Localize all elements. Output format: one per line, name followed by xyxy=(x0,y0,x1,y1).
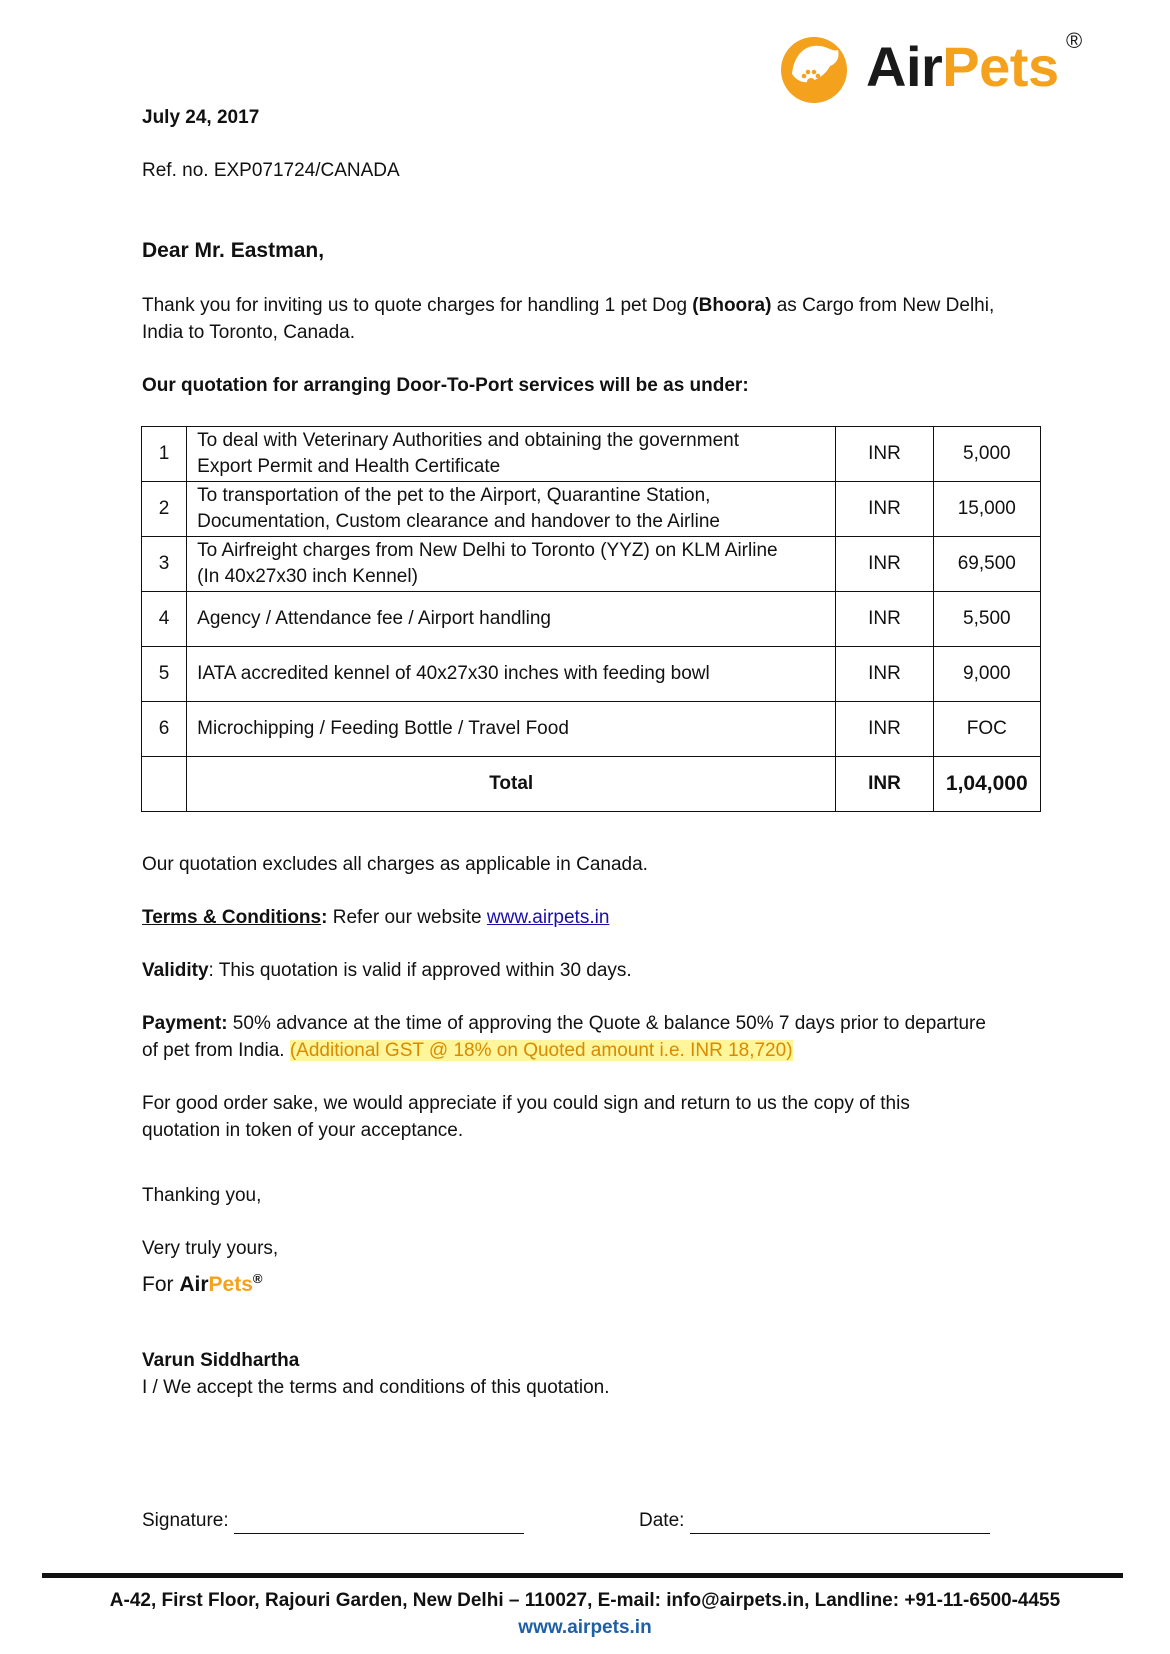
letter-date: July 24, 2017 xyxy=(142,107,260,128)
row-amount: 69,500 xyxy=(933,537,1040,592)
payment-label: Payment: xyxy=(142,1013,228,1034)
total-currency: INR xyxy=(836,757,933,812)
row-description-line-2: Export Permit and Health Certificate xyxy=(197,456,501,477)
row-amount: 5,000 xyxy=(933,427,1040,482)
closing-line: Very truly yours, xyxy=(142,1238,279,1259)
quotation-heading: Our quotation for arranging Door-To-Port services will be as under: xyxy=(142,375,749,396)
for-prefix: For xyxy=(142,1273,180,1296)
row-number: 6 xyxy=(142,702,187,757)
for-registered-mark: ® xyxy=(252,1271,263,1286)
good-order-line-1: For good order sake, we would appreciate if you could sign and return to us the copy of this xyxy=(142,1093,910,1114)
logo-pets: Pets xyxy=(942,35,1059,98)
row-number: 3 xyxy=(142,537,187,592)
table-row xyxy=(142,427,1041,482)
intro-text-3: India to Toronto, Canada. xyxy=(142,322,356,343)
row-description xyxy=(187,427,836,482)
row-amount: 9,000 xyxy=(933,647,1040,702)
gst-highlight: (Additional GST @ 18% on Quoted amount i.e. INR 18,720) xyxy=(289,1040,793,1061)
row-description xyxy=(187,482,836,537)
table-row xyxy=(142,537,1041,592)
row-amount: 15,000 xyxy=(933,482,1040,537)
row-description: Microchipping / Feeding Bottle / Travel Food xyxy=(187,702,836,757)
row-description-line-1: To Airfreight charges from New Delhi to Toronto (YYZ) on KLM Airline xyxy=(197,540,778,561)
row-description-line-2: Documentation, Custom clearance and handover to the Airline xyxy=(197,511,720,532)
signature-field[interactable] xyxy=(234,1513,524,1534)
row-currency: INR xyxy=(836,702,933,757)
row-number: 4 xyxy=(142,592,187,647)
row-description xyxy=(187,537,836,592)
terms-label: Terms & Conditions xyxy=(142,907,322,928)
total-empty-cell xyxy=(142,757,187,812)
total-amount: 1,04,000 xyxy=(933,757,1040,812)
signatory-name: Varun Siddhartha xyxy=(142,1350,300,1371)
row-amount: 5,500 xyxy=(933,592,1040,647)
intro-text-1: Thank you for inviting us to quote charges for handling 1 pet Dog xyxy=(142,295,693,316)
row-currency: INR xyxy=(836,427,933,482)
validity-line xyxy=(142,957,632,984)
exclusion-note: Our quotation excludes all charges as applicable in Canada. xyxy=(142,854,648,875)
intro-text-2: as Cargo from New Delhi, xyxy=(771,295,995,316)
terms-colon: : xyxy=(321,907,328,928)
acceptance-line: I / We accept the terms and conditions of this quotation. xyxy=(142,1377,610,1398)
table-row xyxy=(142,647,1041,702)
row-description: Agency / Attendance fee / Airport handling xyxy=(187,592,836,647)
footer-website-link[interactable]: www.airpets.in xyxy=(518,1617,652,1638)
logo-registered-mark: ® xyxy=(1066,28,1083,53)
row-number: 2 xyxy=(142,482,187,537)
salutation: Dear Mr. Eastman, xyxy=(142,239,325,262)
row-description-line-2: (In 40x27x30 inch Kennel) xyxy=(197,566,418,587)
date-block xyxy=(639,1507,990,1534)
payment-paragraph xyxy=(142,1010,986,1064)
table-row xyxy=(142,592,1041,647)
total-label: Total xyxy=(187,757,836,812)
for-air: Air xyxy=(179,1273,209,1296)
quotation-table xyxy=(141,426,1041,812)
table-row xyxy=(142,482,1041,537)
table-row xyxy=(142,702,1041,757)
footer-address: A-42, First Floor, Rajouri Garden, New Delhi – 110027, E-mail: info@airpets.in, Landline: +91-11-6500-4455 xyxy=(109,1590,1061,1611)
signature-label: Signature: xyxy=(142,1510,229,1531)
intro-paragraph xyxy=(142,292,994,346)
logo-air: Air xyxy=(866,35,943,98)
logo-wordmark xyxy=(866,34,1059,99)
date-label: Date: xyxy=(639,1510,685,1531)
thanking-line: Thanking you, xyxy=(142,1185,262,1206)
row-currency: INR xyxy=(836,482,933,537)
footer-divider xyxy=(42,1573,1123,1578)
row-description-line-1: To deal with Veterinary Authorities and obtaining the government xyxy=(197,430,739,451)
row-amount: FOC xyxy=(933,702,1040,757)
good-order-paragraph xyxy=(142,1090,910,1144)
dog-paw-logo-icon xyxy=(778,30,854,106)
payment-text-2: of pet from India. xyxy=(142,1040,290,1061)
row-number: 5 xyxy=(142,647,187,702)
website-link[interactable]: www.airpets.in xyxy=(486,907,610,928)
for-pets: Pets xyxy=(208,1273,253,1296)
row-currency: INR xyxy=(836,647,933,702)
row-currency: INR xyxy=(836,592,933,647)
good-order-line-2: quotation in token of your acceptance. xyxy=(142,1120,464,1141)
validity-text: : This quotation is valid if approved within 30 days. xyxy=(208,960,632,981)
terms-line xyxy=(142,904,609,931)
date-field[interactable] xyxy=(690,1513,990,1534)
reference-number: Ref. no. EXP071724/CANADA xyxy=(142,160,400,181)
pet-name: (Bhoora) xyxy=(692,295,772,316)
row-currency: INR xyxy=(836,537,933,592)
signature-block xyxy=(142,1507,524,1534)
row-description-line-1: To transportation of the pet to the Airport, Quarantine Station, xyxy=(197,485,711,506)
terms-text: Refer our website xyxy=(327,907,487,928)
total-row xyxy=(142,757,1041,812)
row-number: 1 xyxy=(142,427,187,482)
airpets-logo xyxy=(778,28,1098,108)
for-company-line xyxy=(142,1265,262,1298)
payment-text-1: 50% advance at the time of approving the Quote & balance 50% 7 days prior to departure xyxy=(227,1013,986,1034)
validity-label: Validity xyxy=(142,960,209,981)
row-description: IATA accredited kennel of 40x27x30 inches with feeding bowl xyxy=(187,647,836,702)
